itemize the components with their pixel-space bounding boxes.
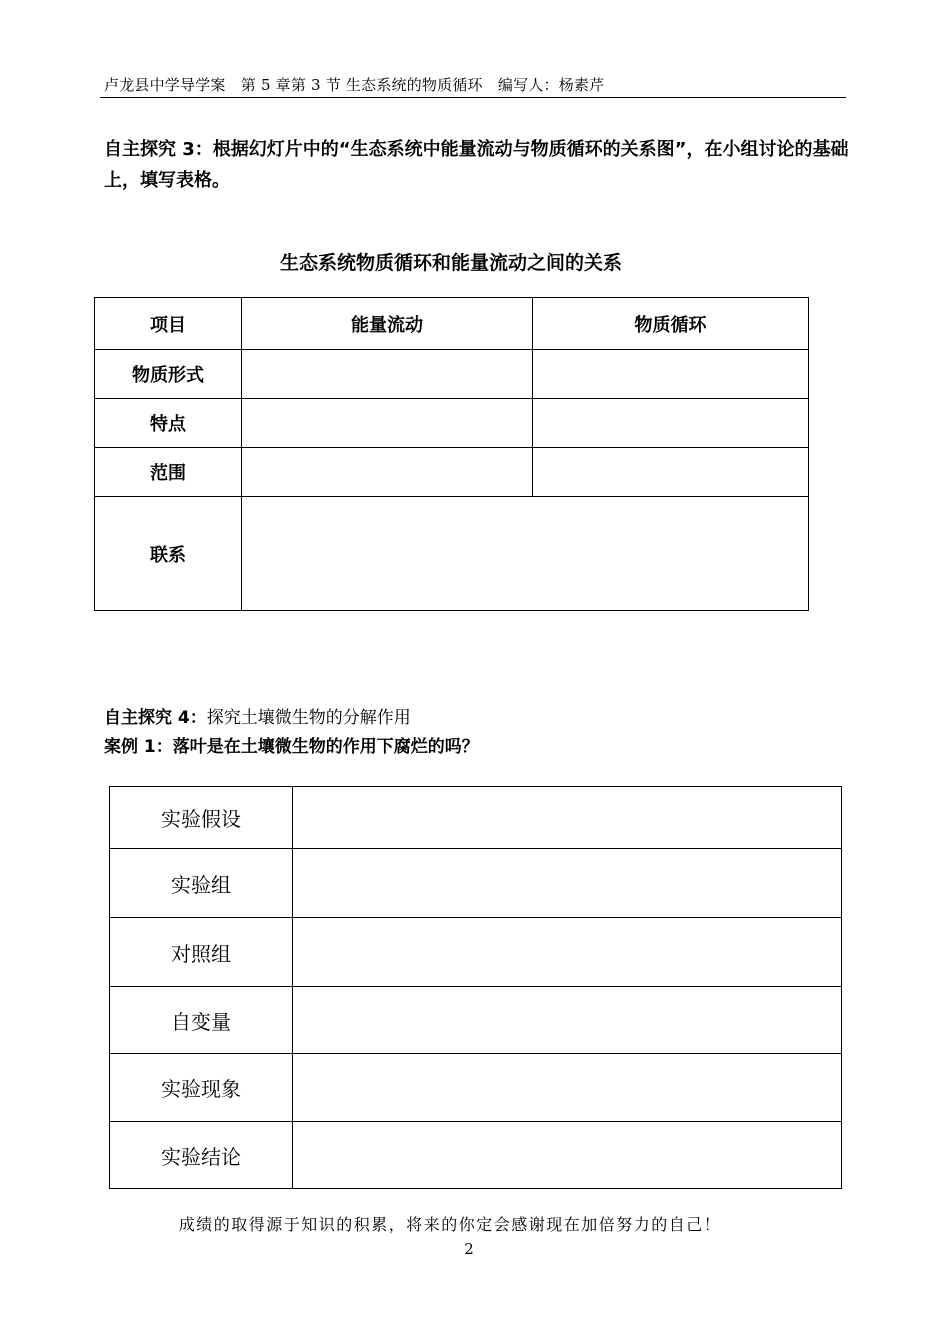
table-row xyxy=(110,787,842,849)
answer-cell[interactable] xyxy=(293,918,842,987)
row-label-hypothesis: 实验假设 xyxy=(110,787,293,849)
task4-label: 自主探究 4： xyxy=(104,708,207,728)
answer-cell[interactable] xyxy=(293,987,842,1054)
answer-cell[interactable] xyxy=(533,399,809,448)
answer-cell[interactable] xyxy=(533,448,809,497)
case1-question: 案例 1：落叶是在土壤微生物的作用下腐烂的吗？ xyxy=(104,737,479,757)
task4-text: 探究土壤微生物的分解作用 xyxy=(206,708,411,728)
answer-cell[interactable] xyxy=(293,1122,842,1189)
table-row xyxy=(95,399,809,448)
task4-instruction xyxy=(104,704,479,762)
table-row xyxy=(110,987,842,1054)
answer-cell[interactable] xyxy=(293,1054,842,1122)
answer-cell[interactable] xyxy=(242,399,533,448)
answer-cell[interactable] xyxy=(293,787,842,849)
table-row xyxy=(95,448,809,497)
header-cell-item: 项目 xyxy=(95,298,242,350)
row-label-connection: 联系 xyxy=(95,497,242,611)
task3-instruction xyxy=(104,134,849,196)
footer-motto: 成绩的取得源于知识的积累，将来的你定会感谢现在加倍努力的自己！ xyxy=(178,1215,722,1234)
answer-cell[interactable] xyxy=(242,350,533,399)
row-label-independent-variable: 自变量 xyxy=(110,987,293,1054)
row-label-feature: 特点 xyxy=(95,399,242,448)
row-label-conclusion: 实验结论 xyxy=(110,1122,293,1189)
page-number: 2 xyxy=(464,1240,474,1258)
task3-text: 根据幻灯片中的“生态系统中能量流动与物质循环的关系图”，在小组讨论的基础上，填写表格。 xyxy=(104,139,849,191)
table-row xyxy=(95,497,809,611)
task4-heading xyxy=(104,704,479,733)
answer-cell[interactable] xyxy=(533,350,809,399)
header-cell-energy-flow: 能量流动 xyxy=(242,298,533,350)
answer-cell[interactable] xyxy=(293,849,842,918)
table-row xyxy=(110,1122,842,1189)
table1-title: 生态系统物质循环和能量流动之间的关系 xyxy=(279,252,622,274)
row-label-phenomenon: 实验现象 xyxy=(110,1054,293,1122)
header-rule xyxy=(100,97,846,98)
row-label-control-group: 对照组 xyxy=(110,918,293,987)
table-row xyxy=(110,1054,842,1122)
answer-cell[interactable] xyxy=(242,448,533,497)
row-label-scope: 范围 xyxy=(95,448,242,497)
task3-label: 自主探究 3： xyxy=(104,139,213,160)
table-row xyxy=(110,918,842,987)
table-row xyxy=(95,350,809,399)
header-cell-matter-cycle: 物质循环 xyxy=(533,298,809,350)
table-row xyxy=(95,298,809,350)
row-label-form: 物质形式 xyxy=(95,350,242,399)
table-row xyxy=(110,849,842,918)
energy-matter-table xyxy=(94,297,809,611)
experiment-table xyxy=(109,786,842,1189)
answer-cell[interactable] xyxy=(242,497,809,611)
page-header: 卢龙县中学导学案 第 5 章第 3 节 生态系统的物质循环 编写人：杨素芹 xyxy=(104,76,605,94)
row-label-experimental-group: 实验组 xyxy=(110,849,293,918)
